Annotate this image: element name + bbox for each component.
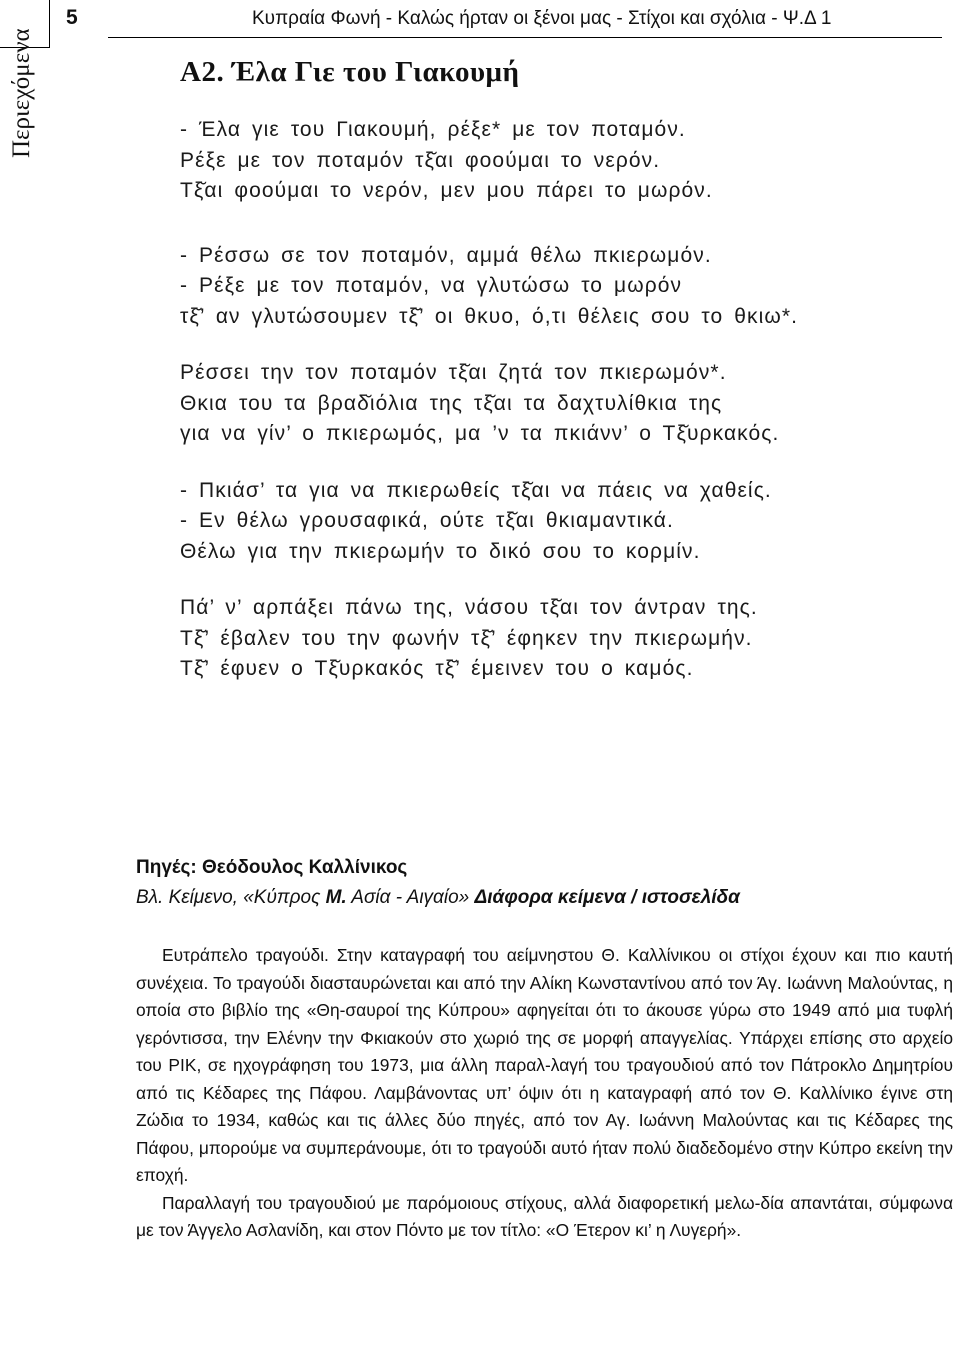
reference-prefix: Βλ. Κείμενο, «Κύπρος [136,887,326,908]
verse-line: Θκια του τα βραδ̆ιόλια της τξ̆αι τα δαχτυλίθκια της [180,391,723,415]
verse-line: - Πκιάσ’ τα για να πκιερωθείς τξ̆αι να πάεις να χαθείς. [180,478,772,502]
stanza [180,241,940,333]
verse-line: για να γίν’ ο πκιερωμός, μα ’ν τα πκιάνν’ ο Τξ̆υρκακός. [180,422,780,445]
running-header [108,8,942,38]
verse-line: - Ρέσσω σε τον ποταμόν, αμμά θέλω πκιερωμόν. [180,243,712,267]
poem-title: Α2. Έλα Γιε του Γιακουμή [180,56,520,88]
verse-line: Τξ̆’ έβαλεν του την φωνήν τξ̆’ έφηκεν την πκιερωμήν. [180,626,753,650]
verse-line: - Έλα γιε του Γιακουμή, ρέξε* με τον ποταμόν. [180,118,686,141]
commentary-paragraph: Παραλλαγή του τραγουδιού με παρόμοιους στίχους, αλλά διαφορετική μελω-δία απαντάται, σύμφωνα με τον Άγγελο Ασλανίδη, και στον Πόντο με τον τίτλο: «Ο Έτερον κι’ η Λυγερή». [136,1192,953,1240]
commentary-paragraph: Ευτράπελο τραγούδι. Στην καταγραφή του αείμνηστου Θ. Καλλίνικου οι στίχοι έχουν και πιο καυτή συνέχεια. Το τραγούδι διασταυρώνεται και από την Αλίκη Κωνσταντίνου από τον Άγ. Ιωάννη Μαλούντας, η οποία στο βιβλίο της «Θη-σαυροί της Κύπρου» αφηγείται ότι το άκουσε γύρω στο 1949 από μια τυφλή γερόντισσα, την Ελένην την Φκιακούν στο χωριό της σε μορφή απαγγελίας. Υπάρχει επίσης στο αρχείο του ΡΙΚ, σε ηχογράφηση του 1973, μια άλλη παραλ-λαγή του τραγουδιού από τον Πάτροκλο Δημητρίου από τις Κέδαρες της Πάφου. Λαμβάνοντας υπ’ όψιν ότι η καταγραφή από τον Θ. Καλλίνικο έγινε στη Ζώδια το 1934, καθώς και τις άλλες δύο πηγές, από τον Αγ. Ιωάννη Μαλούντας και τις Κέδαρες της Πάφου, μπορούμε να συμπεράνουμε, ότι το τραγούδι αυτό ήταν πολύ διαδεδομένο στην Κύπρο εκείνη την εποχή. [136,945,953,1185]
contents-label-text: Περιεχόμενα [8,28,35,158]
stanza [180,593,940,685]
verse-line: Θέλω για την πκιερωμήν το δικό σου το κορμίν. [180,539,701,563]
sources-reference [136,883,936,913]
verse-line: Τξ̆’ έφυεν ο Τξ̆υρκακός τξ̆’ έμεινεν του ο καμός. [180,657,694,680]
page-number: 5 [66,6,78,29]
verse-line: τξ̆’ αν γλυτώσουμεν τξ̆’ οι θκυο, ό,τι θέλεις σου το θκιω*. [180,304,799,328]
poem-body [180,115,940,711]
reference-link[interactable]: Διάφορα κείμενα [474,887,626,908]
sources-heading: Πηγές: Θεόδουλος Καλλίνικος [136,857,408,878]
reference-bold: Μ. [325,887,347,908]
verse-line: Ρέσσει την τον ποταμόν τξ̆αι ζητά τον πκιερωμόν*. [180,361,727,384]
verse-line: - Εν θέλω γρουσαφικά, ούτε τξ̆αι θκιαμαντικά. [180,509,674,532]
sources-block [136,853,936,913]
reference-middle: Ασία - Αιγαίο» [346,887,475,908]
verse-line: Ρέξε με τον ποταμόν τξ̆αι φοούμαι το νερόν. [180,148,661,172]
running-title: Κυπραία Φωνή - Καλώς ήρταν οι ξένοι μας - Στίχοι και σχόλια - Ψ.Δ 1 [252,8,832,29]
stanza [180,115,940,207]
verse-line: Πά’ ν’ αρπάξει πάνω της, νάσου τξ̆αι τον άντραν της. [180,596,758,619]
verse-line: - Ρέξε με τον ποταμόν, να γλυτώσω το μωρόν [180,274,683,297]
contents-side-label[interactable] [0,0,50,170]
reference-suffix: / ιστοσελίδα [625,887,740,908]
commentary [136,942,953,1245]
stanza [180,476,940,568]
stanza [180,358,940,450]
verse-line: Τξ̆αι φοούμαι το νερόν, μεν μου πάρει το μωρόν. [180,179,713,202]
